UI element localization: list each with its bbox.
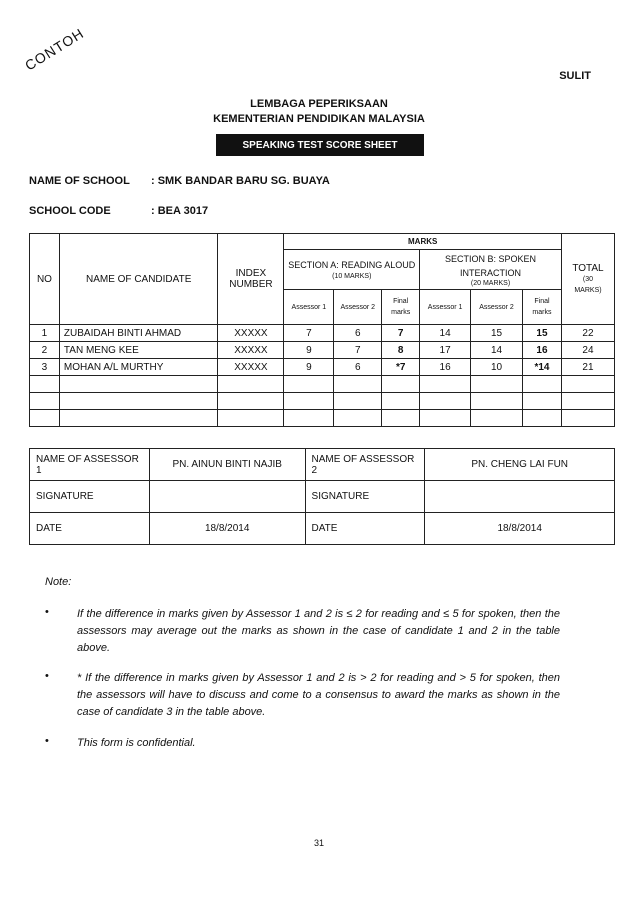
col-header-index: INDEX NUMBER [218, 234, 284, 325]
empty-row [30, 393, 615, 410]
cell-a-final: *7 [382, 359, 420, 376]
cell-total: 24 [561, 342, 614, 359]
bullet-icon: • [45, 670, 49, 682]
total-label: TOTAL [572, 262, 604, 274]
cell-a2: 6 [334, 325, 382, 342]
cell-index: XXXXX [218, 325, 284, 342]
cell-a2: 7 [334, 342, 382, 359]
school-code-row [29, 205, 429, 219]
classification-label: SULIT [559, 70, 591, 82]
assessor-2-date-value: 18/8/2014 [425, 513, 615, 545]
header-line-2: KEMENTERIAN PENDIDIKAN MALAYSIA [213, 113, 425, 125]
assessor-1-name-value: PN. AINUN BINTI NAJIB [149, 449, 305, 481]
section-a-header [284, 250, 420, 290]
cell-total: 22 [561, 325, 614, 342]
section-b-assessor-1: Assessor 1 [420, 290, 471, 325]
header-line-1: LEMBAGA PEPERIKSAAN [250, 98, 388, 110]
cell-a-final: 8 [382, 342, 420, 359]
section-a-final: Final marks [382, 290, 420, 325]
assessor-2-name-value: PN. CHENG LAI FUN [425, 449, 615, 481]
cell-b1: 16 [420, 359, 471, 376]
table-row [30, 359, 615, 376]
empty-row [30, 410, 615, 427]
cell-total: 21 [561, 359, 614, 376]
section-b-header [420, 250, 562, 290]
section-a-assessor-1: Assessor 1 [284, 290, 334, 325]
note-1: If the difference in marks given by Assessor 1 and 2 is ≤ 2 for reading and ≤ 5 for spoken, then the assessors may average out the marks as shown in the case of candidate 1 and 2 in the table above. [77, 608, 560, 654]
assessor-1-date-label: DATE [30, 513, 150, 545]
cell-a-final: 7 [382, 325, 420, 342]
bullet-icon: • [45, 735, 49, 747]
score-table [29, 233, 615, 427]
cell-b1: 17 [420, 342, 471, 359]
note-3: This form is confidential. [77, 737, 196, 749]
cell-no: 3 [30, 359, 60, 376]
assessor-table [29, 448, 615, 545]
assessor-1-name-label: NAME OF ASSESSOR 1 [30, 449, 150, 481]
cell-name: MOHAN A/L MURTHY [59, 359, 218, 376]
cell-no: 2 [30, 342, 60, 359]
cell-a1: 7 [284, 325, 334, 342]
cell-index: XXXXX [218, 359, 284, 376]
col-header-name: NAME OF CANDIDATE [59, 234, 218, 325]
cell-b-final: 16 [522, 342, 561, 359]
cell-name: ZUBAIDAH BINTI AHMAD [59, 325, 218, 342]
assessor-1-signature-label: SIGNATURE [30, 481, 150, 513]
section-a-assessor-2: Assessor 2 [334, 290, 382, 325]
cell-b2: 15 [471, 325, 523, 342]
cell-b2: 10 [471, 359, 523, 376]
cell-no: 1 [30, 325, 60, 342]
school-name-label: NAME OF SCHOOL [29, 175, 130, 187]
table-row [30, 342, 615, 359]
bullet-icon: • [45, 606, 49, 618]
empty-row [30, 376, 615, 393]
col-header-total [561, 234, 614, 325]
section-b-final: Final marks [522, 290, 561, 325]
cell-b2: 14 [471, 342, 523, 359]
cell-index: XXXXX [218, 342, 284, 359]
section-b-assessor-2: Assessor 2 [471, 290, 523, 325]
contoh-stamp: CONTOH [22, 24, 87, 74]
page-number: 31 [313, 838, 324, 848]
school-code-label: SCHOOL CODE [29, 205, 111, 217]
cell-a1: 9 [284, 342, 334, 359]
cell-a2: 6 [334, 359, 382, 376]
col-header-no: NO [30, 234, 60, 325]
assessor-1-signature-field [149, 481, 305, 513]
school-name-value: : SMK BANDAR BARU SG. BUAYA [151, 175, 330, 187]
cell-name: TAN MENG KEE [59, 342, 218, 359]
cell-b1: 14 [420, 325, 471, 342]
note-title: Note: [45, 576, 72, 588]
section-a-title: SECTION A: READING ALOUD [288, 259, 416, 270]
score-sheet-banner: SPEAKING TEST SCORE SHEET [216, 134, 424, 156]
cell-b-final: *14 [522, 359, 561, 376]
section-b-sub: (20 MARKS) [470, 280, 511, 287]
assessor-1-date-value: 18/8/2014 [149, 513, 305, 545]
col-header-marks: MARKS [284, 234, 562, 250]
cell-a1: 9 [284, 359, 334, 376]
note-2: * If the difference in marks given by Assessor 1 and 2 is > 2 for reading and > 5 for spoken, then the assessors will have to discuss and come to a consensus to award the marks as shown in the case of candidate 3 in the table above. [77, 672, 560, 718]
school-name-row [29, 175, 429, 189]
assessor-2-signature-field [425, 481, 615, 513]
table-row [30, 325, 615, 342]
assessor-2-date-label: DATE [305, 513, 425, 545]
section-a-sub: (10 MARKS) [332, 272, 372, 280]
section-b-title: SECTION B: SPOKEN INTERACTION [445, 254, 537, 278]
school-code-value: : BEA 3017 [151, 205, 209, 217]
assessor-2-name-label: NAME OF ASSESSOR 2 [305, 449, 425, 481]
total-sub: (30 MARKS) [574, 275, 602, 294]
cell-b-final: 15 [522, 325, 561, 342]
assessor-2-signature-label: SIGNATURE [305, 481, 425, 513]
